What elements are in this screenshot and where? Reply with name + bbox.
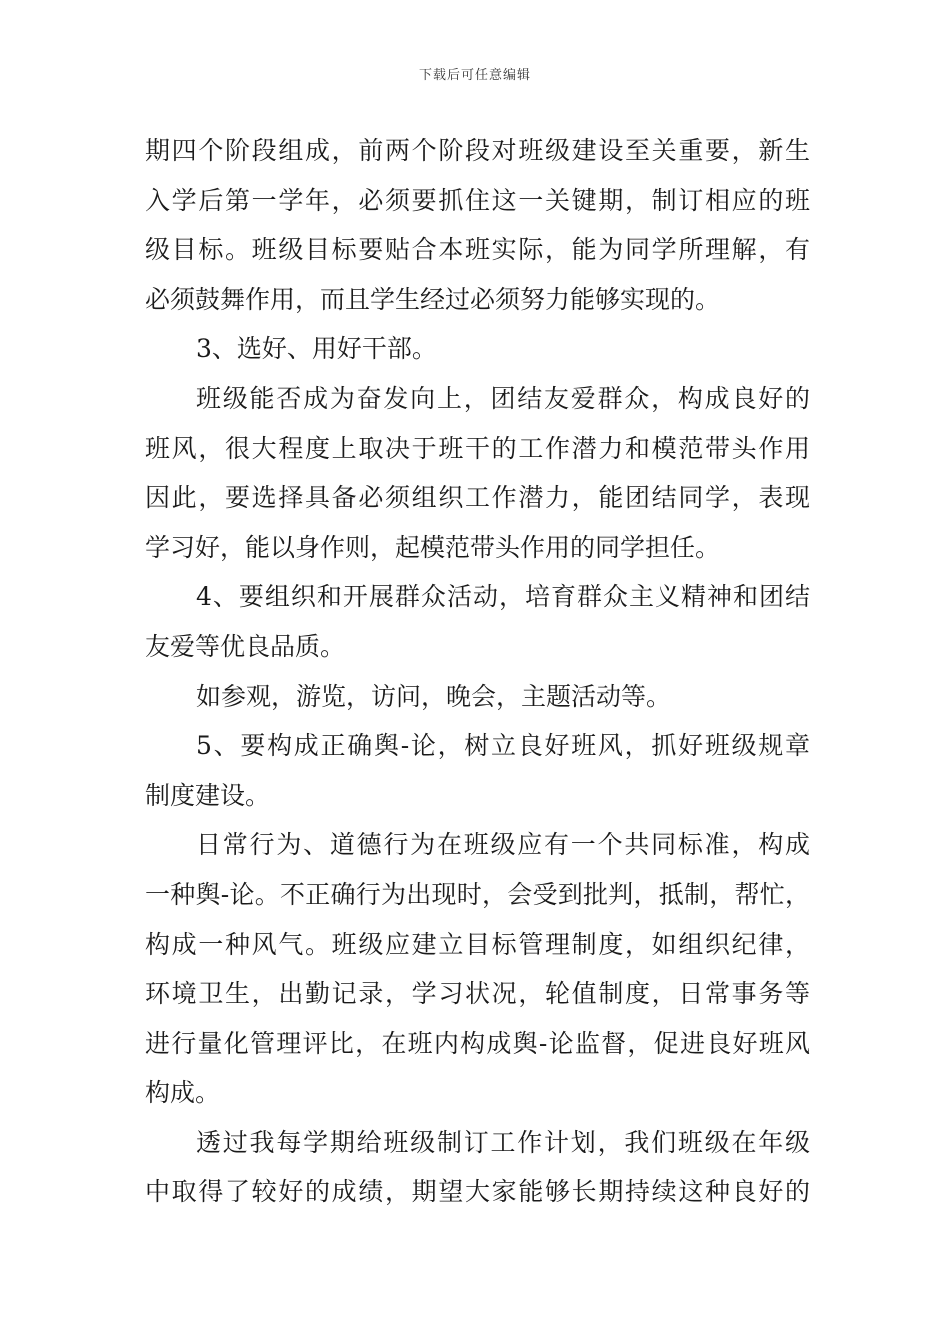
text-line: 构成一种风气。班级应建立目标管理制度，如组织纪律， bbox=[145, 929, 810, 959]
text-line: 4、要组织和开展群众活动，培育群众主义精神和团结 bbox=[196, 582, 810, 612]
text-line: 必须鼓舞作用，而且学生经过必须努力能够实现的。 bbox=[145, 284, 721, 314]
text-line: 进行量化管理评比，在班内构成舆-论监督，促进良好班风 bbox=[145, 1028, 810, 1058]
text-line: 透过我每学期给班级制订工作计划，我们班级在年级 bbox=[196, 1127, 810, 1157]
text-line: 如参观，游览，访问，晚会，主题活动等。 bbox=[196, 681, 672, 711]
text-line: 制度建设。 bbox=[145, 780, 271, 810]
document-body bbox=[145, 126, 810, 1217]
text-line: 入学后第一学年，必须要抓住这一关键期，制订相应的班 bbox=[145, 185, 810, 215]
text-line: 日常行为、道德行为在班级应有一个共同标准，构成 bbox=[196, 830, 810, 860]
page-header: 下载后可任意编辑 bbox=[418, 68, 531, 83]
text-line: 5、要构成正确舆-论，树立良好班风，抓好班级规章 bbox=[196, 731, 810, 761]
text-line: 友爱等优良品质。 bbox=[145, 631, 346, 661]
text-line: 期四个阶段组成，前两个阶段对班级建设至关重要，新生 bbox=[145, 136, 810, 165]
text-line: 中取得了较好的成绩，期望大家能够长期持续这种良好的 bbox=[145, 1177, 810, 1207]
text-line: 一种舆-论。不正确行为出现时，会受到批判，抵制，帮忙， bbox=[145, 879, 810, 909]
text-line: 班级能否成为奋发向上，团结友爱群众，构成良好的 bbox=[196, 383, 810, 413]
text-line: 学习好，能以身作则，起模范带头作用的同学担任。 bbox=[145, 532, 721, 562]
text-line: 环境卫生，出勤记录，学习状况，轮值制度，日常事务等 bbox=[145, 979, 810, 1009]
text-line: 因此，要选择具备必须组织工作潜力，能团结同学，表现 bbox=[145, 483, 810, 513]
text-line: 班风，很大程度上取决于班干的工作潜力和模范带头作用 bbox=[145, 433, 810, 463]
text-line: 级目标。班级目标要贴合本班实际，能为同学所理解，有 bbox=[145, 235, 810, 265]
text-line: 构成。 bbox=[145, 1078, 221, 1108]
text-line: 3、选好、用好干部。 bbox=[196, 334, 437, 364]
